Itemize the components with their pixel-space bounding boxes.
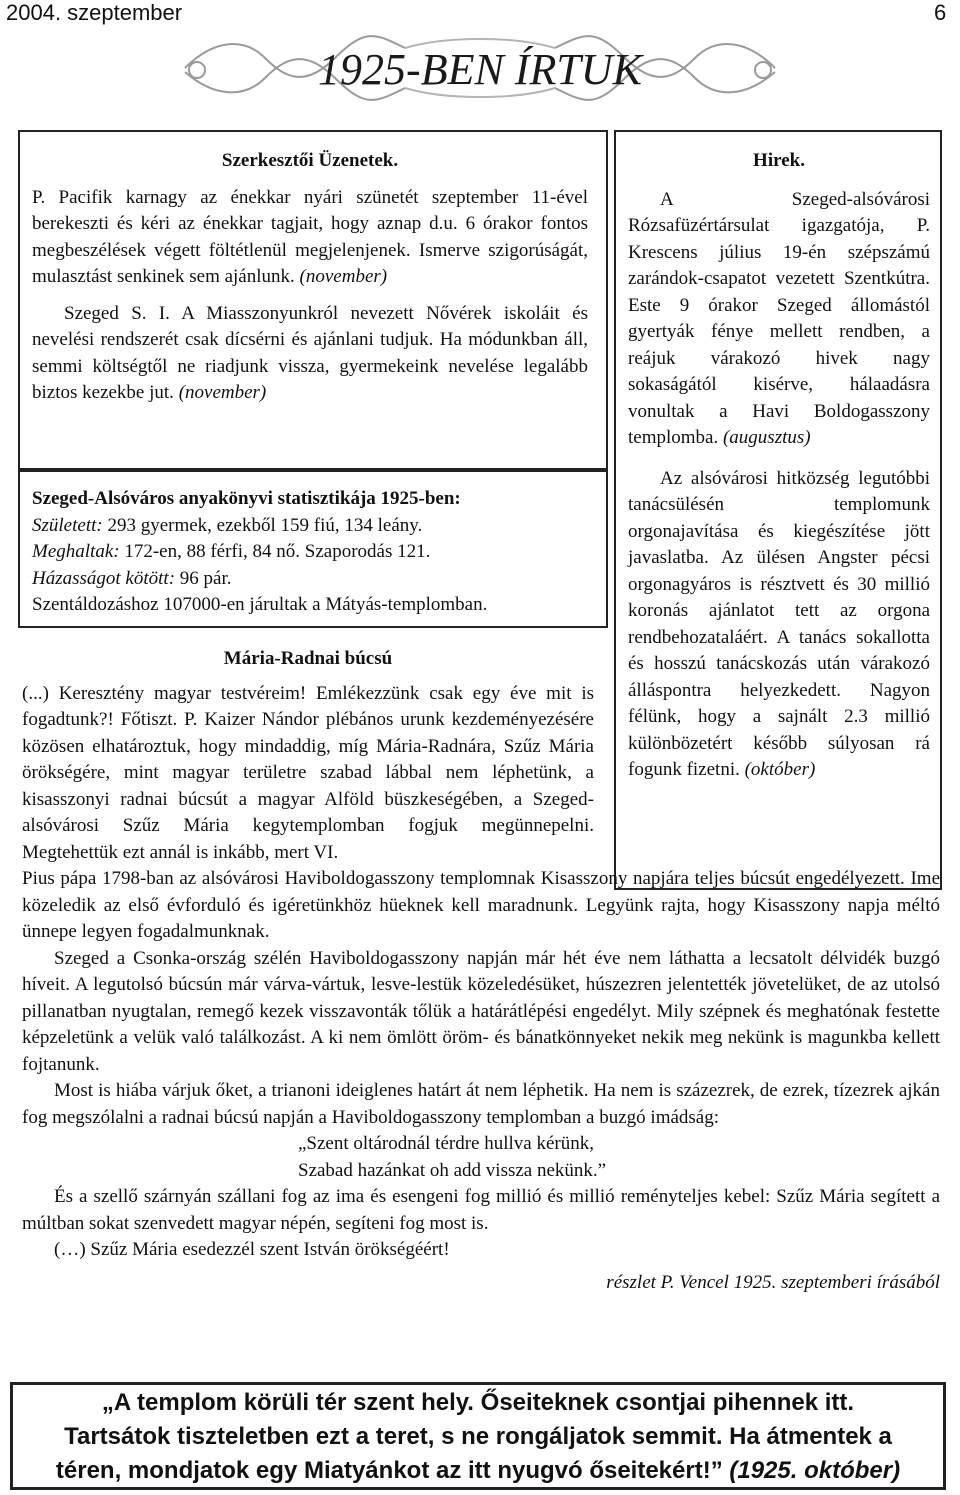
article-paragraph-1-continued: Pius pápa 1798-ban az alsóvárosi Haviboldogasszony templomnak Kisasszony napjára teljes búcsút engedélyezett. Ime közeledik az első évforduló és igéretünkhöz hüeknek kell maradnunk. Legyünk rajta, hogy Kisasszony napja méltó ünnepe legyen fogadalmunknak. (22, 868, 940, 942)
editor-messages (32, 148, 588, 407)
article-paragraph-2: Szeged a Csonka-ország szélén Haviboldogasszony napján már hét éve nem láthatta a lecsatolt délvidék buzgó híveit. A legutolsó búcsún már várva-vártuk, lesve-lestük közeledésüket, húszezren jelentették jövetelüket, de az utolsó pillanatban nyugtalan, remegő kezek visszavonták tőlük a határátlépési engedélyt. Mily szépnek és meghatónak festette képzeletünk a velük való találkozást. A ki nem ömlött öröm- és bánatkönnyeket nekik meg nekünk is magunkba kellett fojtanunk. (22, 947, 940, 1075)
article-heading: Mária-Radnai búcsú (223, 648, 393, 669)
article-paragraph-1: (...) Keresztény magyar testvéreim! Emlékezzünk csak egy éve mit is fogadtunk?! Főtiszt. P. Kaizer Nándor plébános urunk kezdeményezésére közösen elhatároztuk, hogy mindaddig, míg Mária-Radnára, Szűz Mária örökségére, mint magyar területre szabad lábbal nem léphetünk, a kisasszonyi radnai búcsút a magyar Alföld büszkeségében, a Szeged-alsóvárosi Szűz Mária kegytemplomban fogjuk megünnepelni. Megtehettük ezt annál is inkább, mert VI. (22, 682, 594, 863)
statistics (32, 486, 592, 619)
news-heading: Hirek. (753, 150, 805, 171)
statistics-communion: Szentáldozáshoz 107000-en járultak a Mátyás-templomban. (32, 594, 488, 615)
verse-line-1: „Szent oltárodnál térdre hullva kérünk, (298, 1133, 594, 1154)
editor-message-2-text: Szeged S. I. A Miasszonyunkról nevezett Nővérek iskoláit és nevelési rendszerét csak dícsérni és ajánlani tudjuk. Ha módunkban áll, semmi költségtől ne riadjunk vissza, gyermekeink nevelése legalább biztos kezekbe jut. (32, 302, 588, 403)
article-source: részlet P. Vencel 1925. szeptemberi írásából (606, 1271, 940, 1293)
news-item-1-tag: (augusztus) (722, 427, 811, 448)
article-paragraph-4: És a szellő szárnyán szállani fog az ima és esengeni fog millió és millió reményteljes kebel: Szűz Mária segített a múltban sokat szenvedett magyar népén, segíteni fog most is. (22, 1186, 940, 1234)
statistics-died (32, 539, 592, 566)
memorial-notice-line-2: Tartsátok tiszteletben ezt a teret, s ne rongáljatok semmit. Ha átmentek a (64, 1423, 892, 1450)
section-banner (175, 28, 785, 108)
married-label: Házasságot kötött: (32, 567, 176, 589)
editor-message-2 (32, 301, 588, 407)
married-value: 96 pár. (175, 567, 232, 589)
born-label: Született: (32, 514, 103, 536)
verse-line-2: Szabad hazánkat oh add vissza nekünk.” (298, 1159, 607, 1181)
memorial-notice-line-3 (14, 1454, 942, 1488)
died-label: Meghaltak: (32, 541, 120, 562)
news-item-2-text: Az alsóvárosi hitközség legutóbbi tanácsülésén templomunk orgonajavítása és kiegészítése jött javaslatba. Az ülésen Angster pécsi orgonagyáros is résztvett és 30 millió koronás ajánlatot tett az orgona rendbehozataláért. A tanács sokallotta és hosszú tanácskozás után várakozó álláspontra helyezkedett. Nagyon félünk, hogy a sajnált 2.3 millió különbözetért később súlyosan rá fogunk fizetni. (628, 467, 930, 780)
statistics-married (32, 566, 592, 593)
died-value: 172-en, 88 férfi, 84 nő. Szaporodás 121. (119, 541, 431, 562)
news-item-1-text: A Szeged-alsóvárosi Rózsafüzértársulat igazgatója, P. Krescens július 19-én szépszámú zarándok-csapatot vezetett Szentkútra. Este 9 órakor Szeged állomástól gyertyák fénye mellett rendben, a reájuk várakozó hivek nagy sokaságától kisérve, hálaadásra vonultak a Havi Boldogasszony templomba. (628, 188, 930, 448)
statistics-heading: Szeged-Alsóváros anyakönyvi statisztikája 1925-ben: (32, 488, 461, 509)
news-item-1 (628, 187, 930, 452)
editor-message-1-text: P. Pacifik karnagy az énekkar nyári szünetét szeptember 11-ével berekeszti és kéri az énekkar tagjait, hogy aznap d.u. 6 órakor fontos megbeszélések végett föltétlenül megjelenjenek. Ismerve szigorúságát, mulasztást senkinek sem ajánlunk. (32, 186, 588, 287)
editor-message-1-tag: (november) (299, 266, 388, 287)
born-value: 293 gyermek, ezekből 159 fiú, 134 leány. (102, 514, 423, 536)
article-paragraph-3: Most is hiába várjuk őket, a trianoni ideiglenes határt át nem léphetik. Ha nem is százezrek, de ezrek, tízezrek ajkán fog megszólalni a radnai búcsú napján a Haviboldogasszony templomban a buzgó imádság: (22, 1080, 940, 1128)
article (22, 646, 940, 1296)
statistics-born (32, 513, 592, 540)
editor-message-2-tag: (november) (178, 382, 267, 403)
news-item-2-tag: (október) (744, 759, 816, 780)
editor-messages-heading: Szerkesztői Üzenetek. (221, 150, 399, 171)
editor-message-1 (32, 185, 588, 291)
memorial-notice-line-1: „A templom körüli tér szent hely. Őseiteknek csontjai pihennek itt. (101, 1389, 855, 1416)
section-title: 1925-BEN ÍRTUK (318, 45, 642, 94)
memorial-notice (14, 1386, 942, 1488)
memorial-notice-line-3-text: téren, mondjatok egy Miatyánkot az itt nyugvó őseitekért!” (55, 1457, 723, 1484)
article-paragraph-5: (…) Szűz Mária esedezzél szent István örökségéért! (54, 1239, 450, 1260)
issue-date: 2004. szeptember (6, 0, 183, 25)
page-number: 6 (934, 0, 947, 25)
memorial-notice-date: (1925. október) (722, 1457, 901, 1484)
